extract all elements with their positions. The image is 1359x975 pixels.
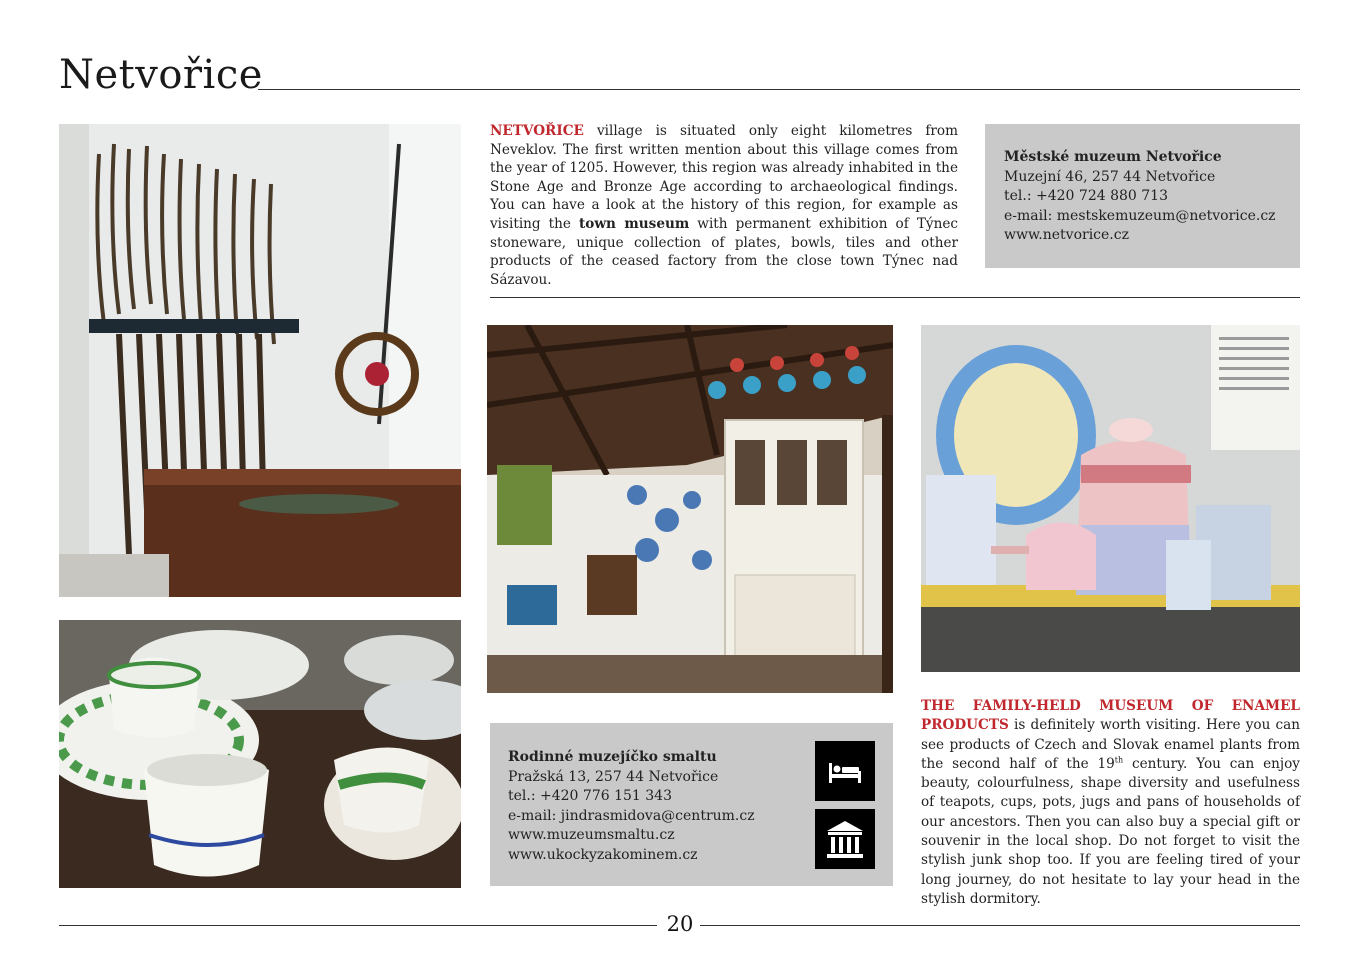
town-museum-bold: town museum — [579, 215, 690, 232]
village-highlight: NETVOŘICE — [490, 123, 584, 139]
enamel-museum-text — [921, 697, 1300, 909]
museum-interior-photo — [487, 325, 893, 693]
intro-text-part-a: village is situated only eight kilometres from Neveklov. The first written mention about this village comes from the year of 1205. However, this region was already inhabited in the Stone Age and Bronze Age according to archaeological findings. You can have a look at the history of this region, for example as visiting the — [490, 123, 958, 232]
intro-text-part-b: with permanent exhibition of Týnec stoneware, unique collection of plates, bowls, tiles and other products of the ceased factory from the close town Týnec nad Sázavou. — [490, 215, 958, 288]
enamel-museum-infobox — [490, 723, 893, 886]
town-museum-address: Muzejní 46, 257 44 Netvořice — [1004, 168, 1216, 185]
footer-divider-left — [59, 925, 657, 926]
town-museum-phone: tel.: +420 724 880 713 — [1004, 188, 1168, 204]
enamel-museum-highlight: THE FAMILY-HELD MUSEUM OF ENAMEL PRODUCTS — [921, 698, 1300, 734]
enamel-text-part-b: century. You can enjoy beauty, colourfulness, shape diversity and usefulness of teapots, cups, pots, jugs and pans of households of our ancestors. Then you can also buy a special gift or souvenir in the local shop. Do not forget to visit the stylish junk shop too. If you are feeling tired of your long journey, do not hesitate to lay your head in the stylish dormitory. — [921, 755, 1300, 907]
museum-icon — [815, 809, 875, 869]
enamel-museum-web1[interactable]: www.muzeumsmaltu.cz — [508, 827, 675, 843]
enamel-museum-phone: tel.: +420 776 151 343 — [508, 788, 672, 804]
title-divider — [258, 89, 1300, 90]
enamel-museum-web2[interactable]: www.ukockyzakominem.cz — [508, 846, 698, 863]
town-museum-web[interactable]: www.netvorice.cz — [1004, 227, 1129, 243]
section-divider — [490, 297, 1300, 298]
bed-icon — [815, 741, 875, 801]
intro-text — [490, 122, 958, 289]
footer-divider-right — [700, 925, 1300, 926]
enamel-text-sup: th — [1114, 755, 1124, 765]
page-title: Netvořice — [59, 52, 263, 98]
enamel-museum-address: Pražská 13, 257 44 Netvořice — [508, 768, 719, 785]
enamel-museum-name: Rodinné muzejíčko smaltu — [508, 749, 717, 765]
enamel-museum-email[interactable]: e-mail: jindrasmidova@centrum.cz — [508, 807, 755, 824]
enamel-teapots-photo — [921, 325, 1300, 672]
town-museum-name: Městské muzeum Netvořice — [1004, 149, 1222, 165]
page-number: 20 — [666, 912, 694, 936]
porcelain-dishes-photo — [59, 620, 461, 888]
enamel-text-part-a: is definitely worth visiting. Here you can see products of Czech and Slovak enamel plants from the second half of the 19 — [921, 717, 1300, 772]
weapons-collection-photo — [59, 124, 461, 597]
town-museum-infobox — [985, 124, 1300, 268]
town-museum-email[interactable]: e-mail: mestskemuzeum@netvorice.cz — [1004, 207, 1276, 224]
